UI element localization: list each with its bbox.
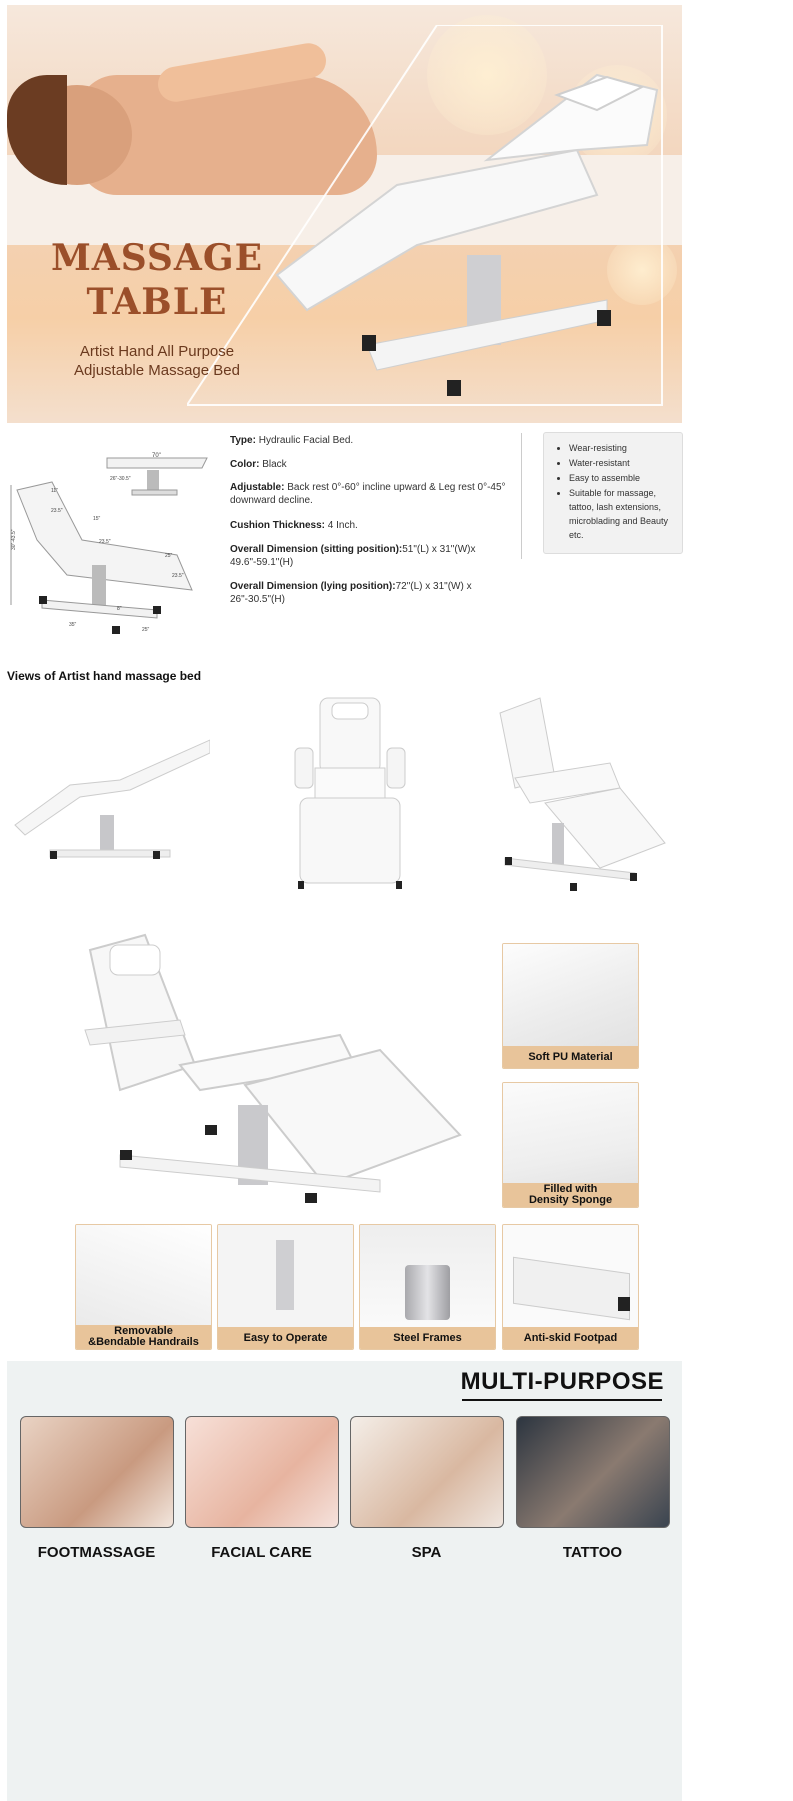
views-heading: Views of Artist hand massage bed	[7, 669, 202, 683]
tile-image	[503, 944, 638, 1046]
dim-label: 35"	[69, 622, 77, 628]
label-spa: SPA	[411, 1544, 442, 1561]
feature-item: • Suitable for massage, tattoo, lash extensions, microblading and Beauty etc.	[569, 486, 682, 542]
label-footmassage: FOOTMASSAGE	[37, 1544, 156, 1561]
tile-caption: Removable &Bendable Handrails	[76, 1325, 211, 1349]
hydraulic-pump	[276, 1240, 294, 1310]
dim-label: 26"-30.5"	[110, 476, 131, 482]
label-facial-care: FACIAL CARE	[211, 1544, 312, 1561]
tile-caption: Easy to Operate	[218, 1327, 353, 1349]
dim-label: 25"	[142, 627, 150, 633]
title-underline	[462, 1399, 662, 1401]
hero-title-line2: TABLE	[86, 281, 228, 323]
tile-caption: Anti-skid Footpad	[503, 1327, 638, 1349]
image-tattoo	[516, 1416, 670, 1528]
dim-label: 11"	[51, 488, 58, 494]
dim-label: 23.5"	[172, 573, 184, 579]
spec-type: Type: Hydraulic Facial Bed.	[230, 435, 354, 446]
spec-adjustable: Adjustable: Back rest 0°-60° incline upward & Leg rest 0°-45° downward decline.	[230, 482, 506, 506]
dim-label: 70"	[152, 453, 161, 459]
hero-subtitle-line2: Adjustable Massage Bed	[74, 362, 240, 379]
image-footmassage	[20, 1416, 174, 1528]
feature-item: • Easy to assemble	[569, 471, 682, 485]
spec-lying-dimension: Overall Dimension (lying position):72"(L) x 31"(W) x 26"-30.5"(H)	[230, 581, 472, 605]
dim-label: 23.5"	[51, 508, 63, 514]
hero-subtitle-line1: Artist Hand All Purpose	[79, 343, 235, 360]
tile-image	[503, 1083, 638, 1183]
large-product-image	[80, 930, 470, 1215]
tile-caption: Steel Frames	[360, 1327, 495, 1349]
features-box	[543, 432, 683, 554]
tile-caption: Filled with Density Sponge	[503, 1183, 638, 1207]
divider	[521, 433, 522, 559]
tile-caption: Soft PU Material	[503, 1046, 638, 1068]
view-front-image	[290, 693, 410, 893]
hero-banner	[7, 5, 682, 423]
tile-easy-operate	[217, 1224, 354, 1350]
massage-table-image	[267, 65, 667, 405]
footpad	[618, 1297, 630, 1311]
dim-label: 15"	[93, 516, 101, 522]
dim-label: 23.5"	[99, 539, 111, 545]
tile-footpad	[502, 1224, 639, 1350]
feature-item: • Water-resistant	[569, 456, 682, 470]
label-tattoo: TATTOO	[562, 1544, 623, 1561]
tile-soft-pu	[502, 943, 639, 1069]
dim-label: 8"	[117, 606, 122, 612]
features-list	[544, 441, 682, 542]
multi-purpose-section	[7, 1361, 682, 1801]
spec-cushion: Cushion Thickness: 4 Inch.	[230, 520, 358, 531]
steel-frame	[405, 1265, 450, 1320]
dim-label: 25"	[165, 553, 173, 559]
view-side-image	[10, 735, 210, 865]
tile-handrails	[75, 1224, 212, 1350]
hero-title-line1: MASSAGE	[50, 237, 264, 279]
multi-purpose-title: MULTI-PURPOSE	[460, 1368, 664, 1395]
image-facial-care	[185, 1416, 339, 1528]
spec-color: Color: Black	[230, 459, 287, 470]
view-angled-image	[490, 693, 670, 898]
spec-sitting-dimension: Overall Dimension (sitting position):51"(L) x 31"(W)x 49.6"-59.1"(H)	[230, 544, 476, 568]
tile-density-sponge	[502, 1082, 639, 1208]
dim-label: 30"-43.5"	[11, 529, 17, 550]
tile-steel-frames	[359, 1224, 496, 1350]
tile-image	[76, 1225, 211, 1325]
dimension-diagram	[7, 450, 217, 640]
image-spa	[350, 1416, 504, 1528]
feature-item: • Wear-resisting	[569, 441, 682, 455]
